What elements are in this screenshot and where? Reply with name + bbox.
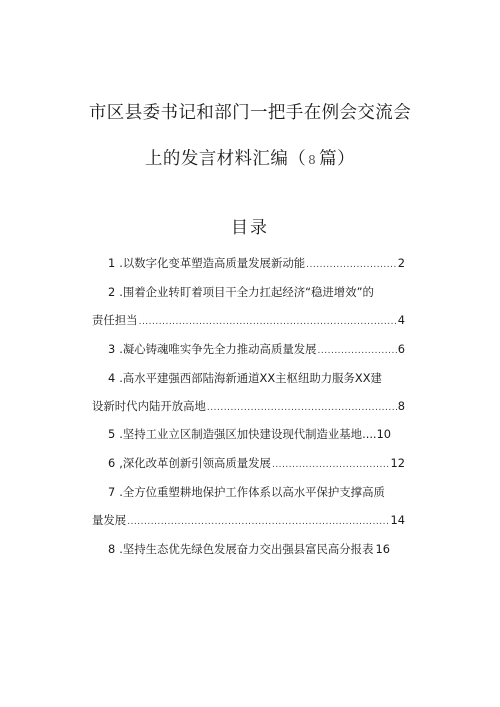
toc-heading: 目录 (231, 218, 269, 238)
toc-item-number: 7 (108, 485, 116, 499)
toc-item-page: 6 (397, 342, 405, 356)
toc-item-page: 4 (397, 313, 405, 327)
toc-item-7-continued (92, 511, 405, 529)
toc-leader-dots (318, 344, 397, 358)
toc-item-text: .以数字化变革塑造高质量发展新动能 (119, 256, 306, 270)
toc-item-4 (108, 369, 405, 387)
toc-item-text: .凝心铸魂唯实争先全力推动高质量发展 (119, 342, 317, 356)
toc-item-6 (108, 454, 405, 472)
toc-leader-dots (306, 258, 397, 272)
toc-item-number: 3 (108, 342, 116, 356)
title-count: 8 (308, 153, 317, 167)
toc-leader-dots (272, 458, 390, 472)
toc-item-page: 12 (390, 456, 405, 470)
toc-item-text: ,深化改革创新引领高质量发展 (119, 456, 271, 470)
toc-item-number: 8 (108, 542, 116, 556)
document-title-line-2 (0, 145, 500, 170)
toc-item-text: .全方位重塑耕地保护工作体系以高水平保护支撑高质 (119, 485, 385, 499)
toc-item-text: .围着企业转盯着项目干全力扛起经济“稳进增效”的 (119, 285, 374, 299)
document-title-line-1 (0, 99, 500, 124)
toc-item-text: .坚持生态优先绿色发展奋力交出强县富民高分报表 (119, 542, 374, 556)
toc-item-page: 14 (390, 513, 405, 527)
toc-item-text: .坚持工业立区制造强区加快建设现代制造业基地.... (119, 427, 377, 441)
toc-item-page: 10 (376, 427, 392, 441)
toc-item-number: 1 (108, 256, 116, 270)
toc-item-2-continued (92, 311, 405, 329)
toc-item-page: 16 (375, 542, 390, 556)
toc-item-number: 6 (108, 456, 116, 470)
title-text-1: 市区县委书记和部门一把手在例会交流会 (88, 103, 412, 123)
toc-leader-dots (207, 401, 397, 415)
toc-item-text-cont: 量发展 (92, 513, 127, 527)
title-text-2-end: 篇） (319, 149, 355, 169)
toc-item-page: 8 (397, 399, 405, 413)
toc-item-5 (108, 425, 405, 443)
toc-leader-dots (139, 315, 397, 329)
toc-item-number: 4 (108, 371, 116, 385)
toc-item-7 (108, 483, 405, 501)
toc-item-8 (108, 540, 405, 558)
toc-item-text-cont: 设新时代内陆开放高地 (92, 399, 206, 413)
toc-item-1 (108, 254, 405, 272)
toc-item-page: 2 (397, 256, 405, 270)
toc-item-text: .高水平建强西部陆海新通道XX主枢纽助力服务XX建 (119, 371, 382, 385)
toc-item-3 (108, 340, 405, 358)
toc-leader-dots (127, 515, 389, 529)
toc-item-text-cont: 责任担当 (92, 313, 138, 327)
title-text-2: 上的发言材料汇编（ (145, 149, 307, 169)
toc-item-2 (108, 283, 405, 301)
toc-item-number: 2 (108, 285, 116, 299)
toc-item-4-continued (92, 397, 405, 415)
toc-item-number: 5 (108, 427, 116, 441)
